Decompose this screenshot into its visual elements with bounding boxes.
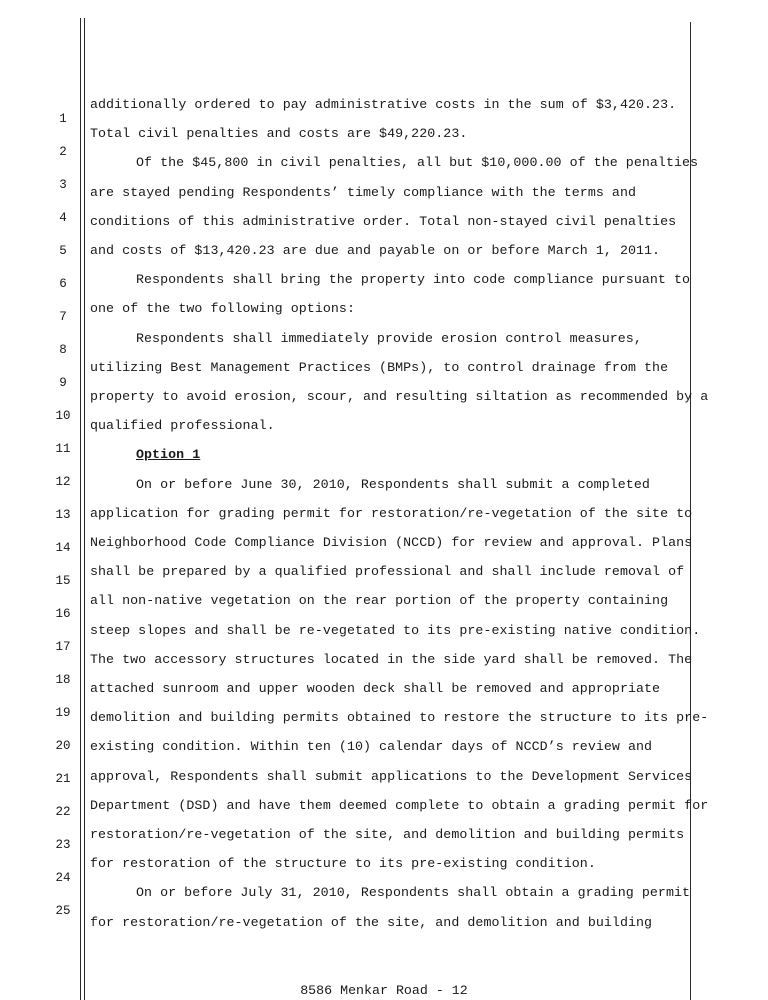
line-number: 17 xyxy=(55,640,71,654)
text-line: utilizing Best Management Practices (BMPs), to control drainage from the xyxy=(90,359,669,375)
text-line: demolition and building permits obtained to restore the structure to its pre- xyxy=(90,710,709,726)
text-line: for restoration of the structure to its pre-existing condition. xyxy=(90,856,596,872)
line-number: 13 xyxy=(55,508,71,522)
line-number: 25 xyxy=(55,904,71,918)
line-number: 3 xyxy=(59,178,67,192)
text-line: Total civil penalties and costs are $49,220.23. xyxy=(90,126,468,142)
line-number: 20 xyxy=(55,739,71,753)
section-heading: Option 1 xyxy=(136,447,201,463)
line-number: 6 xyxy=(59,277,67,291)
text-line: On or before July 31, 2010, Respondents shall obtain a grading permit xyxy=(136,885,691,901)
text-line: property to avoid erosion, scour, and resulting siltation as recommended by a xyxy=(90,389,709,404)
line-number: 5 xyxy=(59,244,67,258)
text-line: On or before June 30, 2010, Respondents shall submit a completed xyxy=(136,476,650,492)
line-number: 4 xyxy=(59,211,67,225)
text-line: Of the $45,800 in civil penalties, all but $10,000.00 of the penalties xyxy=(136,155,699,171)
text-line: additionally ordered to pay administrative costs in the sum of $3,420.23. xyxy=(90,97,677,112)
line-number: 16 xyxy=(55,607,71,621)
text-line: conditions of this administrative order. Total non-stayed civil penalties xyxy=(90,213,677,229)
line-number: 7 xyxy=(59,310,67,324)
line-number: 11 xyxy=(55,442,71,456)
line-number: 18 xyxy=(55,673,71,687)
line-number: 23 xyxy=(55,838,71,852)
line-number: 21 xyxy=(55,772,71,786)
text-line: Respondents shall immediately provide erosion control measures, xyxy=(136,330,642,346)
text-line: Department (DSD) and have them deemed complete to obtain a grading permit for xyxy=(90,797,709,813)
text-line: Neighborhood Code Compliance Division (NCCD) for review and approval. Plans xyxy=(90,535,693,550)
text-line: attached sunroom and upper wooden deck shall be removed and appropriate xyxy=(90,681,661,696)
text-line: application for grading permit for restoration/re-vegetation of the site to xyxy=(90,505,693,521)
text-line: one of the two following options: xyxy=(90,301,355,317)
line-number: 9 xyxy=(59,376,67,390)
left-margin-rule-outer xyxy=(80,18,81,1000)
line-number: 12 xyxy=(55,475,71,489)
line-number: 2 xyxy=(59,145,67,159)
line-number: 15 xyxy=(55,574,71,588)
text-line: qualified professional. xyxy=(90,418,275,434)
page-footer: 8586 Menkar Road - 12 xyxy=(300,983,468,998)
line-number: 10 xyxy=(55,409,71,423)
line-number: 1 xyxy=(59,112,67,126)
text-line: Respondents shall bring the property into code compliance pursuant to xyxy=(136,272,691,288)
text-line: for restoration/re-vegetation of the site, and demolition and building xyxy=(90,914,653,930)
text-line: and costs of $13,420.23 are due and payable on or before March 1, 2011. xyxy=(90,243,661,258)
text-line: restoration/re-vegetation of the site, and demolition and building permits xyxy=(90,827,685,842)
text-line: steep slopes and shall be re-vegetated to its pre-existing native condition. xyxy=(90,622,701,638)
text-line: existing condition. Within ten (10) calendar days of NCCD’s review and xyxy=(90,739,653,755)
text-line: approval, Respondents shall submit applications to the Development Services xyxy=(90,768,693,784)
text-line: The two accessory structures located in the side yard shall be removed. The xyxy=(90,651,693,667)
text-line: shall be prepared by a qualified professional and shall include removal of xyxy=(90,564,685,580)
text-line: are stayed pending Respondents’ timely compliance with the terms and xyxy=(90,184,637,200)
line-number: 14 xyxy=(55,541,71,555)
line-number: 24 xyxy=(55,871,71,885)
line-number: 22 xyxy=(55,805,71,819)
left-margin-rule-inner xyxy=(84,18,85,1000)
line-number: 8 xyxy=(59,343,67,357)
line-number: 19 xyxy=(55,706,71,720)
text-line: all non-native vegetation on the rear portion of the property containing xyxy=(90,593,669,609)
